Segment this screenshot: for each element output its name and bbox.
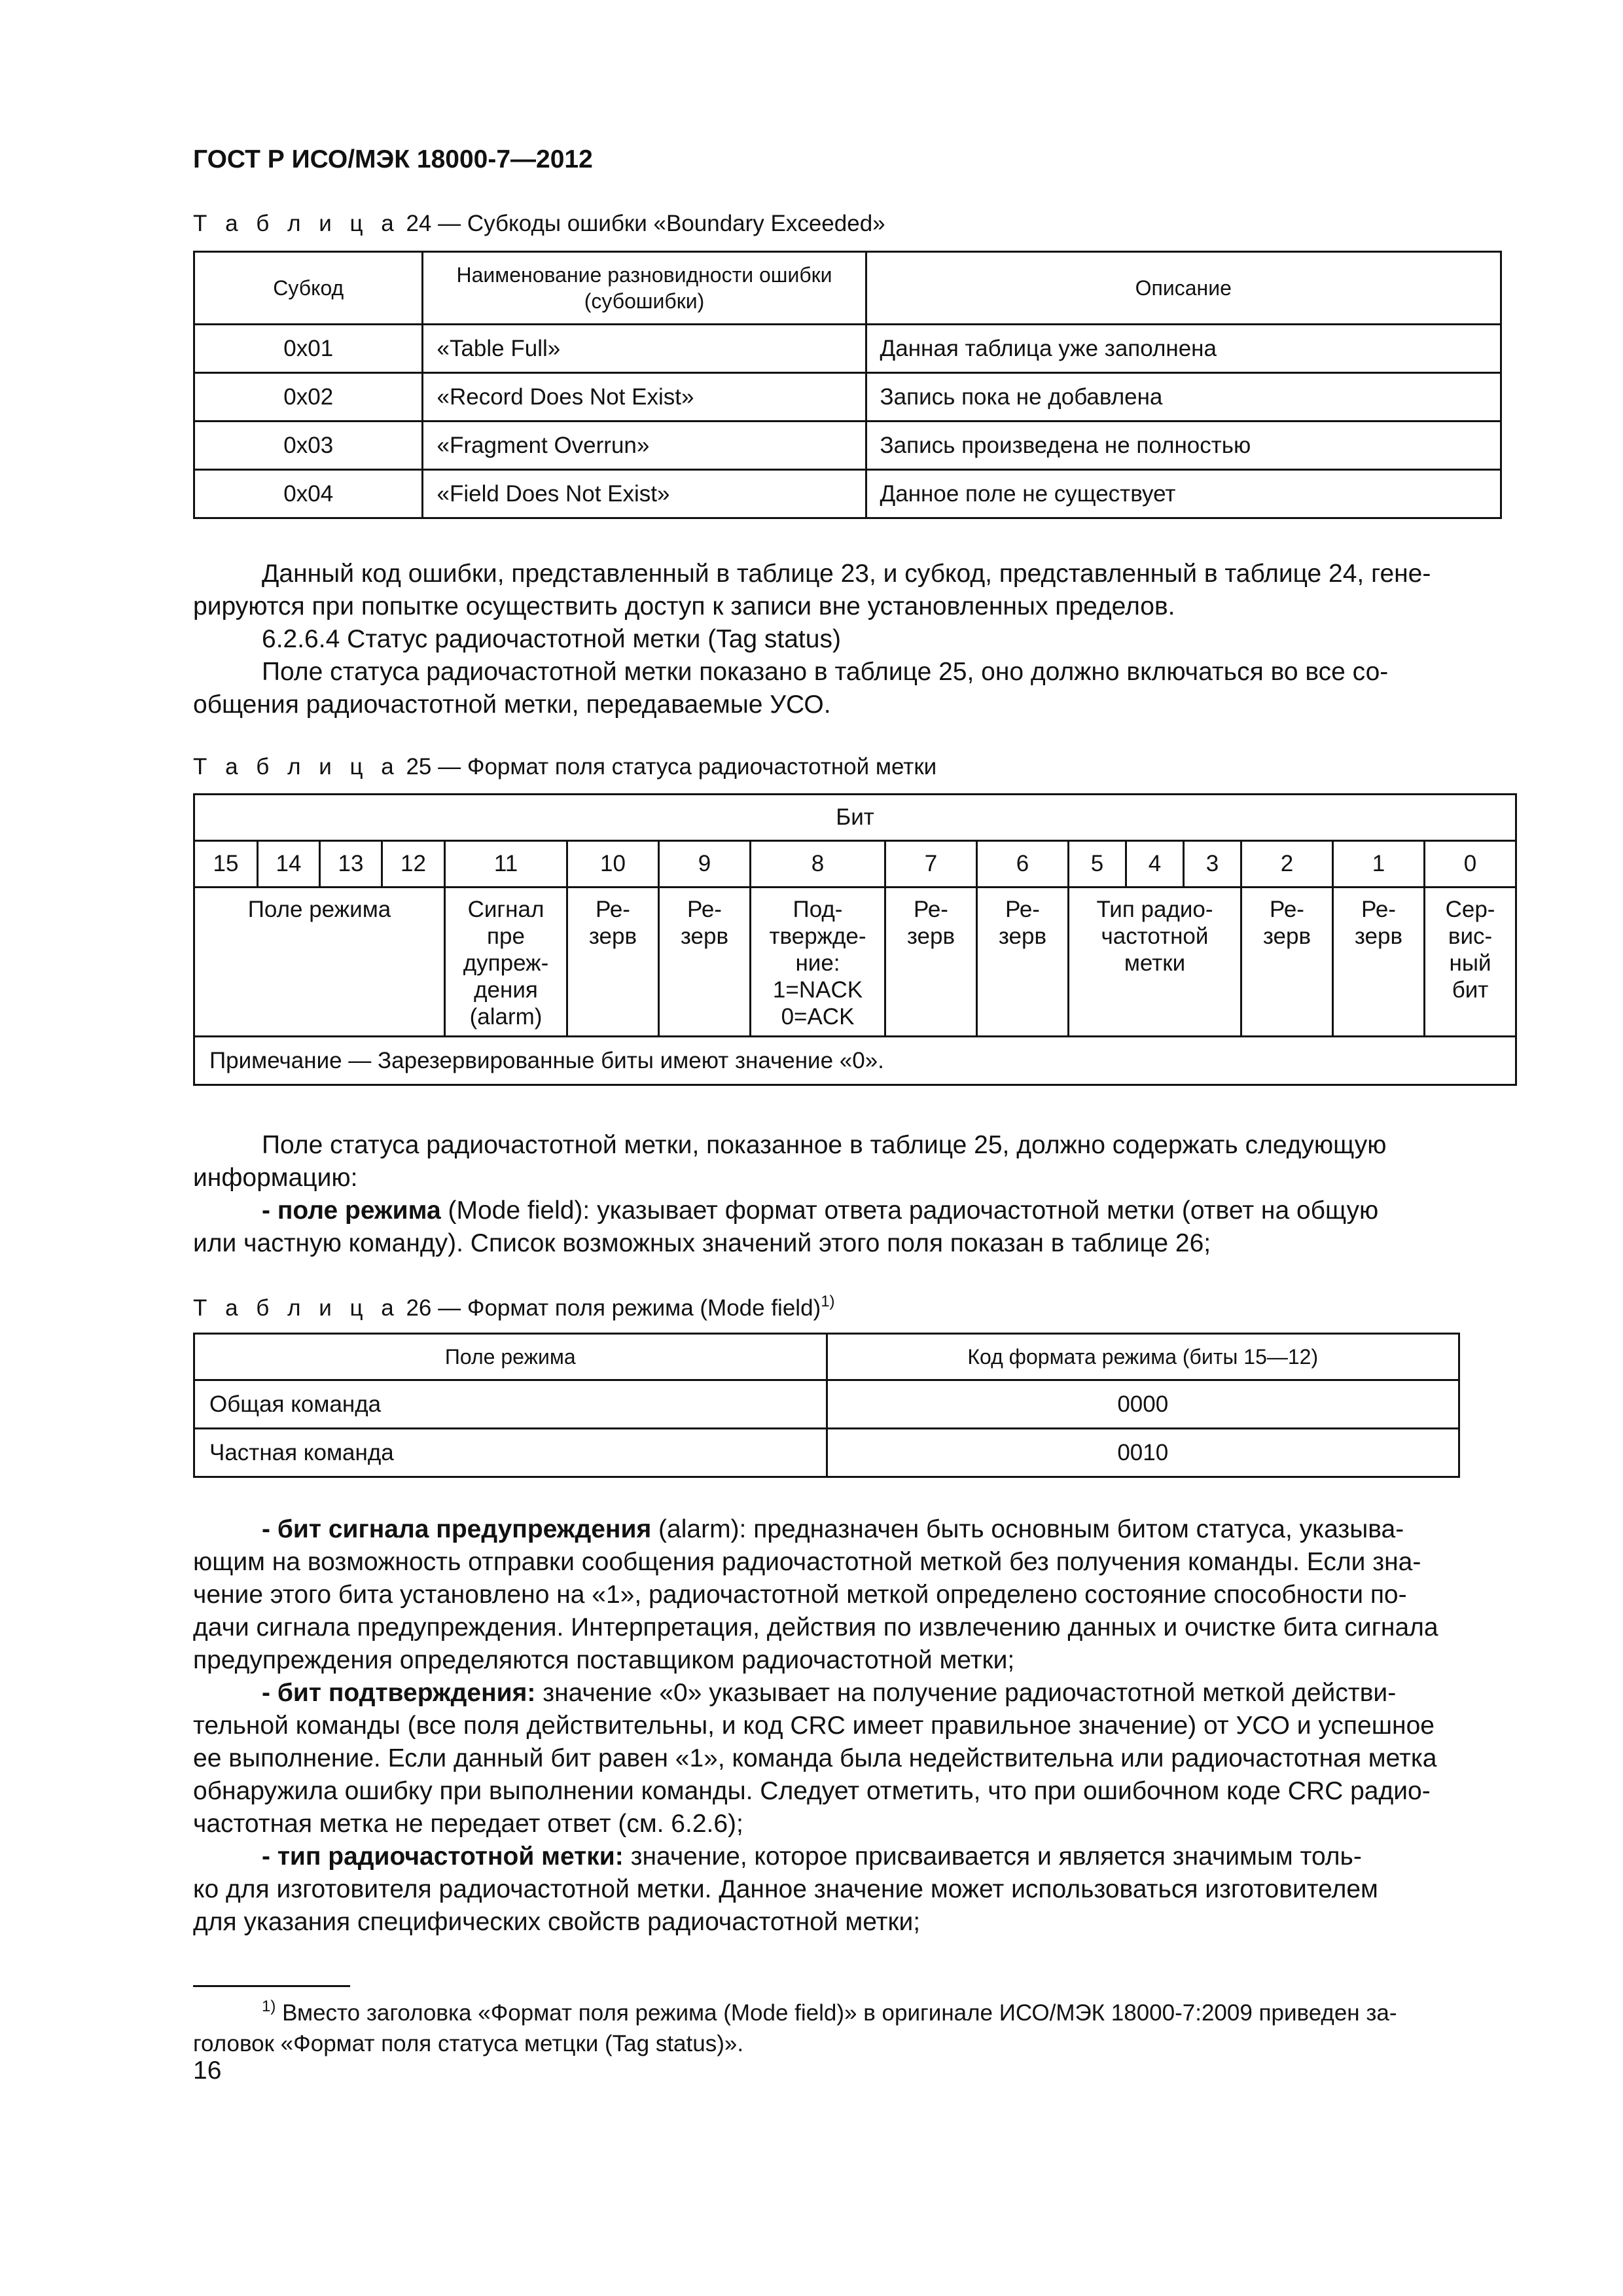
column-header-name-line2: (субошибки) (584, 289, 705, 313)
text-line: рируются при попытке осуществить доступ к записи вне установленных пределов. (193, 592, 1175, 620)
text-line: тельной команды (все поля действительны, и код CRC имеет правильное значение) от УСО и успешное (193, 1712, 1435, 1740)
bit-number: 5 (1069, 841, 1126, 888)
table26-caption-prefix: Т а б л и ц а (193, 1295, 400, 1321)
paragraph-error-code (193, 558, 1502, 721)
table-24 (193, 251, 1502, 519)
bit-number: 10 (567, 841, 659, 888)
cell-line: Ре- (1270, 897, 1304, 922)
page-number: 16 (193, 2056, 222, 2085)
text-span: значение, которое присваивается и является значимым толь- (623, 1842, 1362, 1871)
text-line: чение этого бита установлено на «1», радиочастотной меткой определено состояние способности по- (193, 1581, 1407, 1609)
text-line: или частную команду). Список возможных значений этого поля показан в таблице 26; (193, 1229, 1211, 1257)
text-line: дачи сигнала предупреждения. Интерпретация, действия по извлечению данных и очистке бита сигнала (193, 1613, 1438, 1641)
cell-line: Сер- (1445, 897, 1495, 922)
cell-line: пре (487, 924, 525, 949)
text-line: ющим на возможность отправки сообщения радиочастотной меткой без получения команды. Если зна- (193, 1548, 1421, 1576)
cell-line: Сигнал (467, 897, 544, 922)
name-cell: «Table Full» (423, 325, 866, 373)
cell-line: Ре- (687, 897, 722, 922)
footnote-divider (193, 1985, 350, 1987)
term-bold: - бит подтверждения: (262, 1679, 536, 1707)
column-header-subcode: Субкод (194, 252, 423, 325)
text-span: значение «0» указывает на получение радиочастотной меткой действи- (535, 1679, 1397, 1707)
cell-line: 0=ACK (781, 1004, 855, 1030)
column-header-name (423, 252, 866, 325)
table-header-row (194, 252, 1501, 325)
bit-header-row (194, 795, 1516, 841)
cell-line: бит (1452, 977, 1489, 1003)
code-cell: 0010 (827, 1429, 1459, 1477)
cell-line: (alarm) (469, 1004, 543, 1030)
table-row (194, 1429, 1459, 1477)
text-line (193, 1513, 1502, 1546)
cell-line: зерв (1354, 924, 1403, 949)
description-cell: Данное поле не существует (866, 470, 1501, 518)
reserved-bit-cell (977, 888, 1069, 1037)
text-line: Поле статуса радиочастотной метки показано в таблице 25, оно должно включаться во все со- (262, 658, 1389, 686)
term-bold: - бит сигнала предупреждения (262, 1515, 652, 1543)
table24-caption-text: 24 — Субкоды ошибки «Boundary Exceeded» (399, 211, 885, 236)
section-heading: 6.2.6.4 Статус радиочастотной метки (Tag status) (262, 625, 841, 653)
name-cell: «Field Does Not Exist» (423, 470, 866, 518)
mode-cell: Частная команда (194, 1429, 827, 1477)
bit-number: 12 (382, 841, 445, 888)
text-line (193, 1194, 1502, 1227)
text-span: Вместо заголовка «Формат поля режима (Mode field)» в оригинале ИСО/МЭК 18000-7:2009 приведен за- (276, 2000, 1397, 2026)
cell-line: зерв (680, 924, 729, 949)
footnote-line (193, 1991, 1502, 2028)
table24-caption (193, 211, 885, 237)
table-row (194, 422, 1501, 470)
text-line (193, 1677, 1502, 1710)
bit-description-row (194, 888, 1516, 1037)
column-header-mode: Поле режима (194, 1334, 827, 1380)
table-row (194, 325, 1501, 373)
footnote-ref: 1) (821, 1293, 835, 1310)
bit-number: 14 (258, 841, 320, 888)
text-span: (Mode field): указывает формат ответа радиочастотной метки (ответ на общую (440, 1196, 1379, 1225)
table25-caption-text: 25 — Формат поля статуса радиочастотной метки (399, 754, 937, 780)
cell-line: Тип радио- (1096, 897, 1213, 922)
cell-line: зерв (998, 924, 1047, 949)
text-line: Данный код ошибки, представленный в таблице 23, и субкод, представленный в таблице 24, гене- (262, 560, 1431, 588)
name-cell: «Record Does Not Exist» (423, 373, 866, 422)
cell-line: ный (1449, 950, 1491, 976)
text-line (193, 1840, 1502, 1873)
table25-caption (193, 754, 936, 780)
cell-line: Ре- (596, 897, 630, 922)
text-line: ко для изготовителя радиочастотной метки. Данное значение может использоваться изготовителем (193, 1875, 1378, 1903)
table-note-row (194, 1037, 1516, 1085)
table26-caption (193, 1293, 835, 1321)
description-cell: Данная таблица уже заполнена (866, 325, 1501, 373)
text-line: предупреждения определяются поставщиком радиочастотной метки; (193, 1646, 1015, 1674)
subcode-cell: 0x01 (194, 325, 423, 373)
bit-number: 3 (1184, 841, 1241, 888)
bit-number: 0 (1425, 841, 1516, 888)
column-header-name-line1: Наименование разновидности ошибки (456, 263, 832, 287)
reserved-bit-cell (1241, 888, 1333, 1037)
footnote (193, 1991, 1502, 2059)
table-header-row (194, 1334, 1459, 1380)
cell-line: зерв (588, 924, 637, 949)
description-cell: Запись произведена не полностью (866, 422, 1501, 470)
bit-numbers-row (194, 841, 1516, 888)
code-cell: 0000 (827, 1380, 1459, 1429)
cell-line: 1=NACK (772, 977, 863, 1003)
bit-number: 13 (320, 841, 382, 888)
term-bold: - тип радиочастотной метки: (262, 1842, 624, 1871)
table-row (194, 470, 1501, 518)
table-26 (193, 1333, 1460, 1478)
bit-number: 2 (1241, 841, 1333, 888)
table-row (194, 373, 1501, 422)
cell-line: дения (474, 977, 538, 1003)
paragraph-bit-descriptions (193, 1513, 1502, 1939)
cell-line: Ре- (1005, 897, 1040, 922)
cell-line: твержде- (769, 924, 866, 949)
bit-number: 11 (445, 841, 567, 888)
table24-caption-prefix: Т а б л и ц а (193, 211, 400, 236)
reserved-bit-cell (567, 888, 659, 1037)
bit-number: 7 (885, 841, 977, 888)
text-line: ее выполнение. Если данный бит равен «1», команда была недействительна или радиочастотная метка (193, 1744, 1437, 1772)
reserved-bit-cell (659, 888, 751, 1037)
bit-number: 8 (751, 841, 885, 888)
bit-number: 4 (1126, 841, 1184, 888)
subcode-cell: 0x02 (194, 373, 423, 422)
subcode-cell: 0x04 (194, 470, 423, 518)
footnote-line: головок «Формат поля статуса метцки (Tag status)». (193, 2031, 744, 2056)
table-25 (193, 793, 1517, 1086)
table26-caption-text: 26 — Формат поля режима (Mode field) (399, 1295, 821, 1321)
cell-line: зерв (1262, 924, 1311, 949)
paragraph-status-field (193, 1129, 1502, 1260)
ack-bit-cell (751, 888, 885, 1037)
bit-number: 1 (1333, 841, 1425, 888)
bit-number: 15 (194, 841, 258, 888)
text-line: обнаружила ошибку при выполнении команды. Следует отметить, что при ошибочном коде CRC радио- (193, 1777, 1431, 1805)
table-note: Примечание — Зарезервированные биты имеют значение «0». (194, 1037, 1516, 1085)
tag-type-cell (1069, 888, 1241, 1037)
standard-header: ГОСТ Р ИСО/МЭК 18000-7—2012 (193, 145, 593, 173)
text-line: частотная метка не передает ответ (см. 6.2.6); (193, 1810, 743, 1838)
cell-line: Ре- (1361, 897, 1396, 922)
table-row (194, 1380, 1459, 1429)
service-bit-cell (1425, 888, 1516, 1037)
mode-field-cell: Поле режима (194, 888, 445, 1037)
text-line: информацию: (193, 1164, 358, 1192)
cell-line: метки (1124, 950, 1186, 976)
cell-line: вис- (1448, 924, 1493, 949)
alarm-bit-cell (445, 888, 567, 1037)
cell-line: дупреж- (463, 950, 549, 976)
text-line: для указания специфических свойств радиочастотной метки; (193, 1908, 921, 1936)
cell-line: Под- (793, 897, 843, 922)
text-span: (alarm): предназначен быть основным битом статуса, указыва- (651, 1515, 1404, 1543)
reserved-bit-cell (885, 888, 977, 1037)
column-header-description: Описание (866, 252, 1501, 325)
cell-line: ние: (795, 950, 840, 976)
table25-caption-prefix: Т а б л и ц а (193, 754, 400, 780)
reserved-bit-cell (1333, 888, 1425, 1037)
column-header-code: Код формата режима (биты 15—12) (827, 1334, 1459, 1380)
bit-number: 9 (659, 841, 751, 888)
cell-line: зерв (906, 924, 955, 949)
term-bold: - поле режима (262, 1196, 441, 1225)
text-line: Поле статуса радиочастотной метки, показанное в таблице 25, должно содержать следующую (262, 1131, 1387, 1159)
subcode-cell: 0x03 (194, 422, 423, 470)
bit-number: 6 (977, 841, 1069, 888)
description-cell: Запись пока не добавлена (866, 373, 1501, 422)
cell-line: Ре- (914, 897, 948, 922)
bit-header: Бит (194, 795, 1516, 841)
footnote-mark: 1) (262, 1998, 276, 2015)
cell-line: частотной (1101, 924, 1209, 949)
name-cell: «Fragment Overrun» (423, 422, 866, 470)
mode-cell: Общая команда (194, 1380, 827, 1429)
text-line: общения радиочастотной метки, передаваемые УСО. (193, 691, 831, 719)
